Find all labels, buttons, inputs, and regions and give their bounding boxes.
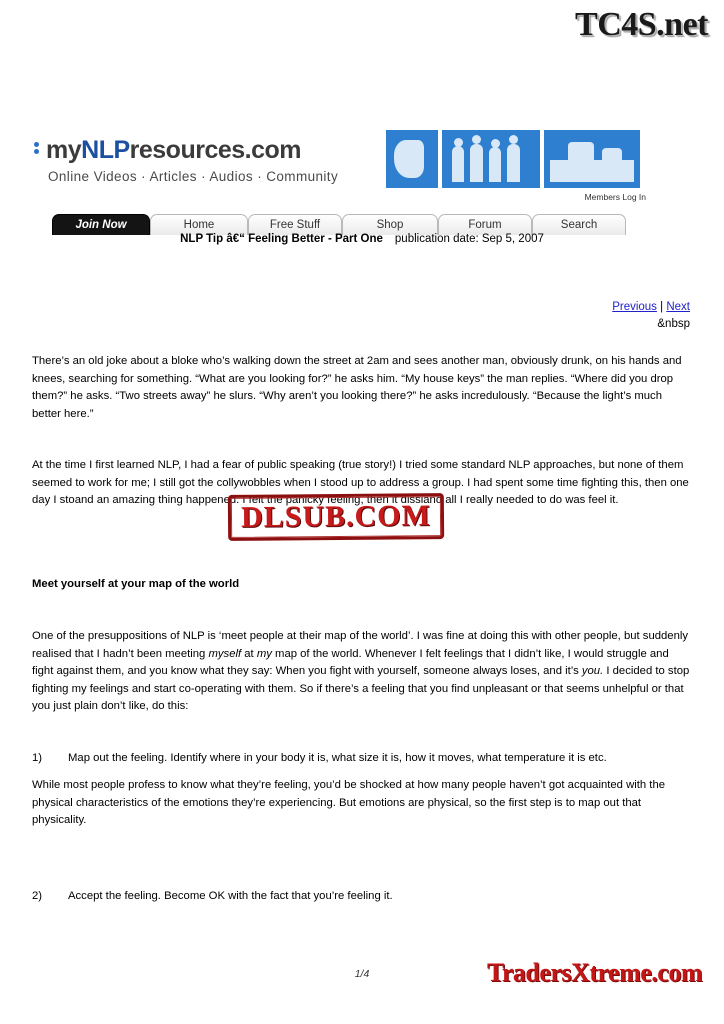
nbsp-text: &nbsp [657,318,690,330]
nav-tab-home[interactable]: Home [150,214,248,235]
paragraph-2-part1: At the time I first learned NLP, I had a fear of public speaking (true story!) I tried some standard NLP approaches, but none of them seemed to work for me; I still got the collywobbles when I stood up to address a group. I had spent some time fighting this, then one day I sto [32,459,689,506]
paragraph-4: While most people profess to know what they’re feeling, you’d be shocked at how many people haven’t got acquainted with the physical characteristics of the emotions they’re experiencing. But emotions are physical, so the first step is to map out that physicality. [32,779,666,826]
list-item-1 [32,750,690,768]
logo-dots-icon [34,140,46,156]
article-header [0,233,724,245]
watermark-center: DLSUB.COM [228,493,444,541]
logo-text [34,136,384,165]
logo-suffix: resources.com [129,136,302,164]
paragraph-3-d: I decided to stop fighting my feelings and start co-operating with them. So if there’s a feeling that you find unpleasant or that seems unhelpful or that you just plain don’t like, do this: [32,665,690,712]
nav-tab-search[interactable]: Search [532,214,626,235]
page-title: NLP Tip â€“ Feeling Better - Part One [180,233,383,245]
article-pagination [612,301,690,313]
nav-tab-shop[interactable]: Shop [342,214,438,235]
paragraph-2-part3: and all I really needed to do was feel it. [423,494,619,506]
logo-prefix: my [46,136,82,164]
paragraph-3-a: One of the presuppositions of NLP is ‘meet people at their map of the world’. I was fine at doing this with other people, but suddenly realised that I hadn’t been meeting [32,630,689,660]
list-item-1-number: 1) [32,752,43,764]
paragraph-1: There’s an old joke about a bloke who’s walking down the street at 2am and sees another man, obviously drunk, on his hands and knees, searching for something. “What are you looking for?” he asks him. “My house keys” the man replies. “Where did you drop them?” he asks. “Two streets away” he slurs. “Why aren’t you looking there?” he asks incredulously. “Because the light’s much better here.” [32,355,682,420]
list-item-2-text: Accept the feeling. Become OK with the fact that you’re feeling it. [68,890,393,902]
logo-tagline: Online Videos · Articles · Audios · Community [48,169,339,184]
paragraph-3 [32,628,690,716]
nav-tab-join-now[interactable]: Join Now [52,214,150,235]
paragraph-3-c: map of the world. Whenever I felt feelings that I didn’t like, I would struggle and fight against them, and you know what they say: When you fight with yourself, someone always loses, and it’s [32,647,669,677]
paragraph-3-italic-my: my [256,647,272,660]
header-banner-images [386,130,646,192]
banner-image-landscape-icon [544,130,640,188]
page-number: 1/4 [354,968,370,980]
paragraph-3-b: at [241,647,257,660]
site-logo[interactable] [34,136,384,184]
nav-tab-free-stuff[interactable]: Free Stuff [248,214,342,235]
banner-image-people-icon [442,130,540,188]
nav-tab-forum[interactable]: Forum [438,214,532,235]
previous-link[interactable]: Previous [612,301,657,313]
watermark-top: TC4S.net [575,6,708,43]
publication-date: publication date: Sep 5, 2007 [394,233,544,245]
paragraph-3-italic-myself: myself [208,647,242,660]
section-subheading: Meet yourself at your map of the world [32,578,240,590]
banner-image-map-icon [386,130,438,188]
paragraph-3-italic-you: you. [581,665,604,677]
list-item-2-number: 2) [32,890,43,902]
members-login-link[interactable]: Members Log In [584,192,646,202]
pagination-separator: | [660,301,664,313]
watermark-footer: TradersXtreme.com [486,958,702,987]
paragraph-2-part2: and an amazing thing happened. I felt the panicky feeling, then it dissi [74,494,424,506]
list-item-1-text: Map out the feeling. Identify where in your body it is, what size it is, how it moves, what temperature it is etc. [68,752,607,764]
logo-accent: NLP [81,136,130,164]
list-item-2 [32,888,690,906]
next-link[interactable]: Next [666,301,690,313]
